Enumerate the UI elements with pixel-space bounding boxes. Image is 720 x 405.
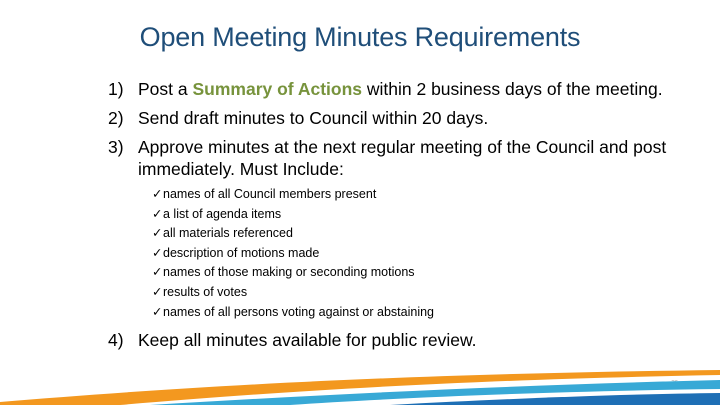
check-item (152, 283, 668, 303)
check-item-text: a list of agenda items (163, 206, 282, 221)
check-item-text: description of motions made (163, 245, 320, 260)
decorative-wave-banner (0, 360, 720, 405)
item-text: Send draft minutes to Council within 20 days. (138, 108, 489, 128)
requirement-item-2 (108, 107, 668, 129)
check-icon: ✓ (152, 206, 163, 221)
requirement-item-1 (108, 78, 668, 100)
item-text-before: Post a (138, 79, 193, 99)
check-item-text: names of those making or seconding motions (163, 265, 415, 280)
check-item-text: names of all persons voting against or abstaining (163, 304, 434, 319)
item-number: 1) (108, 79, 124, 99)
check-item (152, 244, 668, 264)
check-icon: ✓ (152, 245, 163, 260)
requirement-item-3 (108, 136, 668, 322)
check-item (152, 303, 668, 323)
check-icon: ✓ (152, 265, 163, 280)
item-number: 3) (108, 137, 124, 157)
check-icon: ✓ (152, 187, 163, 201)
check-icon: ✓ (152, 304, 163, 319)
check-item-text: results of votes (163, 284, 248, 299)
item-text: Keep all minutes available for public review. (138, 330, 477, 351)
item-text: Approve minutes at the next regular meeting of the Council and post immediately. Must Include: (138, 137, 667, 179)
check-item (152, 263, 668, 283)
check-icon: ✓ (152, 284, 163, 299)
check-item (152, 224, 668, 244)
item-number: 2) (108, 108, 124, 128)
check-item-text: names of all Council members present (163, 187, 377, 201)
check-item (152, 185, 668, 205)
requirement-item-4 (108, 329, 668, 351)
must-include-list (152, 185, 668, 322)
summary-of-actions-highlight: Summary of Actions (192, 79, 363, 99)
check-icon: ✓ (152, 226, 163, 241)
item-text-after: within 2 business days of the meeting. (362, 79, 663, 99)
check-item-text: all materials referenced (163, 226, 293, 241)
item-number: 4) (108, 330, 124, 351)
check-item (152, 205, 668, 225)
slide-title: Open Meeting Minutes Requirements (139, 22, 581, 52)
requirements-list (108, 78, 668, 351)
